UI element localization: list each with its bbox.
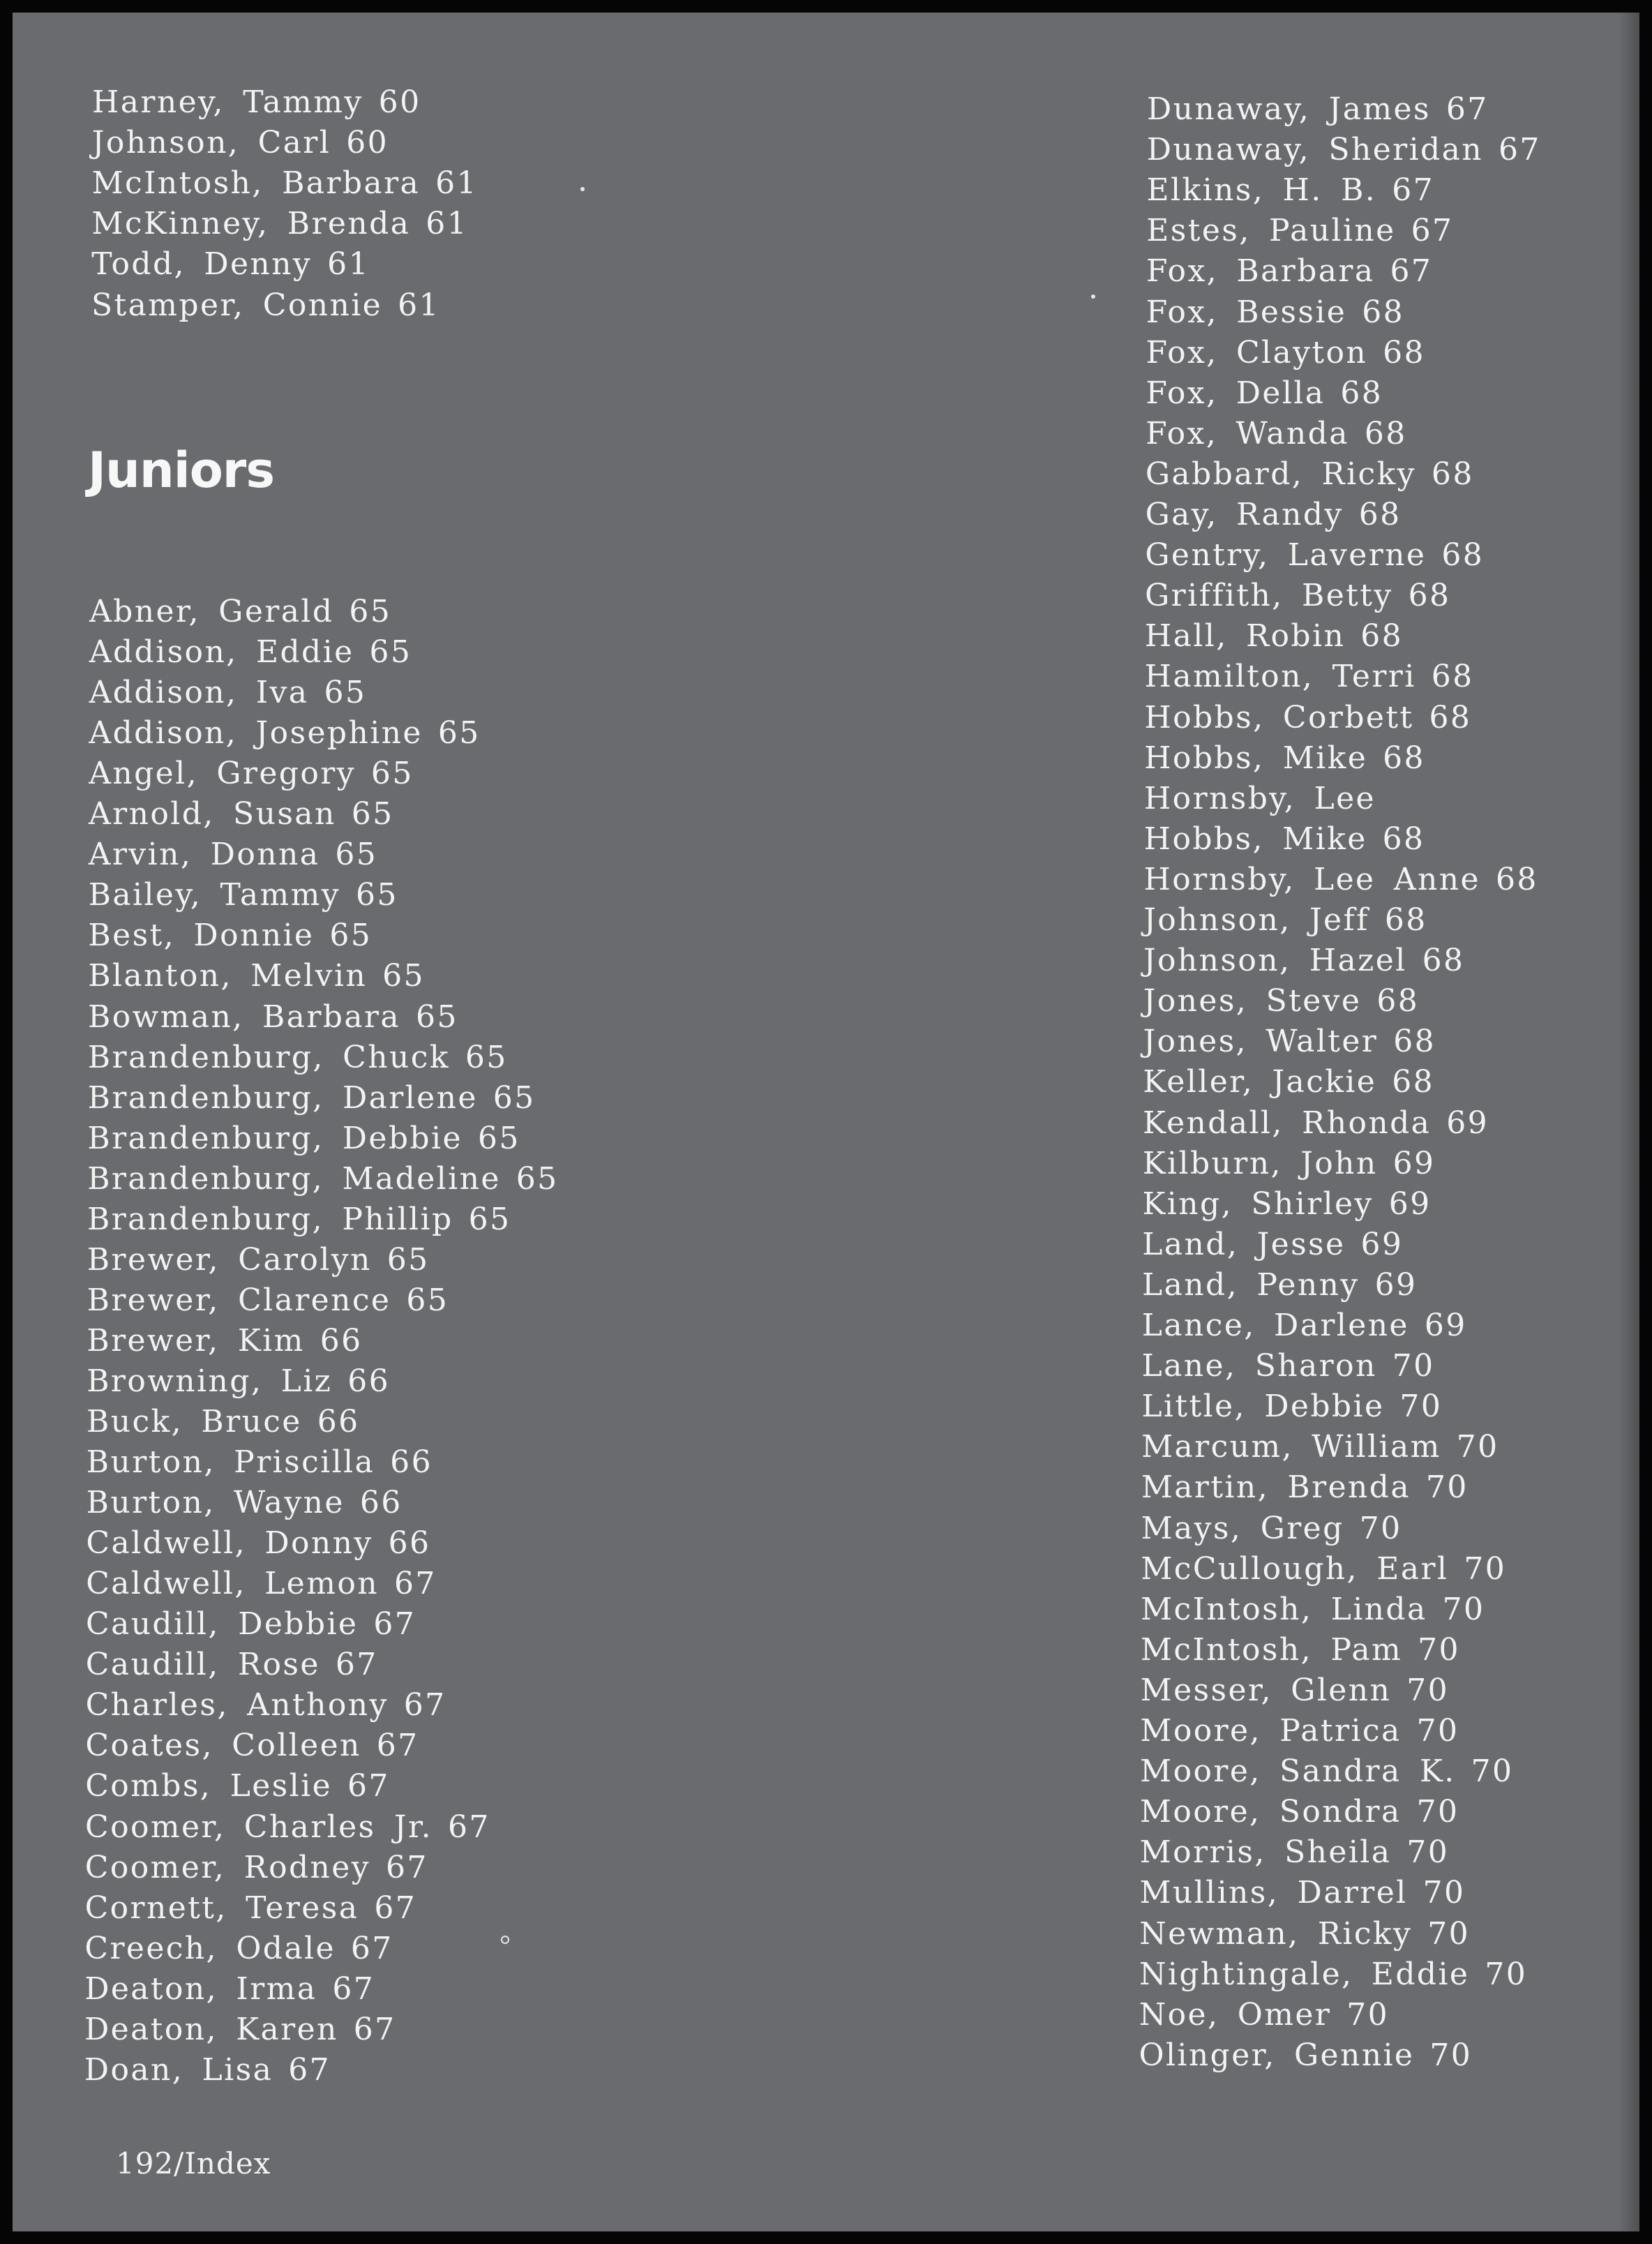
- entry-page-number: 66: [388, 1525, 431, 1562]
- index-entry: [1146, 251, 1432, 292]
- entry-name: Keller, Jackie: [1143, 1064, 1377, 1100]
- entry-page-number: 70: [1346, 1996, 1389, 2033]
- entry-page-number: 70: [1485, 1956, 1528, 1992]
- entry-name: Fox, Wanda: [1146, 415, 1349, 451]
- index-entry: [87, 1442, 433, 1483]
- entry-name: Olinger, Gennie: [1139, 2037, 1415, 2073]
- index-entry: [1139, 2035, 1472, 2076]
- index-entry: [1147, 89, 1489, 130]
- index-entry: [1141, 1670, 1449, 1711]
- entry-name: McCullough, Earl: [1141, 1550, 1449, 1587]
- entry-page-number: 65: [416, 998, 458, 1035]
- entry-name: McKinney, Brenda: [91, 206, 411, 242]
- index-entry: [85, 1726, 419, 1766]
- entry-name: Johnson, Hazel: [1143, 943, 1407, 979]
- entry-name: Coomer, Charles Jr.: [85, 1809, 433, 1845]
- entry-page-number: 68: [1495, 861, 1538, 897]
- entry-page-number: 68: [1429, 699, 1472, 735]
- index-entry: [89, 673, 367, 713]
- index-entry: [1139, 1873, 1465, 1913]
- index-entry: [87, 1159, 558, 1199]
- entry-page-number: 67: [403, 1687, 446, 1723]
- index-entry: [1143, 1103, 1489, 1144]
- index-entry: [1139, 1914, 1470, 1954]
- entry-name: Bowman, Barbara: [88, 998, 401, 1035]
- entry-name: Dunaway, James: [1147, 91, 1431, 127]
- entry-page-number: 67: [335, 1647, 378, 1683]
- index-entry: [92, 163, 478, 204]
- entry-page-number: 65: [406, 1282, 449, 1318]
- entry-name: Arnold, Susan: [89, 796, 336, 832]
- entry-name: Lane, Sharon: [1141, 1348, 1377, 1384]
- entry-name: Martin, Brenda: [1141, 1469, 1411, 1506]
- entry-name: Moore, Patrica: [1140, 1713, 1402, 1749]
- index-entry: [1141, 1467, 1469, 1508]
- index-entry: [1141, 1427, 1499, 1467]
- entry-name: Brewer, Kim: [87, 1322, 305, 1359]
- index-entry: [1147, 170, 1434, 211]
- index-entry: [89, 713, 480, 754]
- index-entry: [1142, 1225, 1403, 1265]
- entry-name: Newman, Ricky: [1139, 1915, 1413, 1952]
- entry-page-number: 65: [465, 1039, 508, 1075]
- entry-page-number: 70: [1418, 1631, 1460, 1668]
- entry-name: Brewer, Carolyn: [87, 1241, 372, 1278]
- index-entry: [1140, 1832, 1450, 1873]
- entry-page-number: 69: [1424, 1308, 1467, 1343]
- index-entry: [87, 1483, 403, 1523]
- entry-name: Creech, Odale: [84, 1930, 336, 1966]
- entry-name: Caldwell, Lemon: [86, 1566, 379, 1602]
- index-entry: [88, 915, 372, 956]
- index-entry: [87, 1119, 520, 1159]
- index-entry: [87, 1280, 449, 1321]
- entry-name: Harney, Tammy: [92, 84, 363, 120]
- entry-name: Doan, Lisa: [84, 2051, 273, 2088]
- entry-page-number: 70: [1442, 1591, 1485, 1627]
- entry-name: Deaton, Irma: [84, 1970, 317, 2007]
- entry-name: Buck, Bruce: [87, 1404, 302, 1439]
- index-entry: [1140, 1792, 1459, 1832]
- entry-name: Johnson, Jeff: [1143, 902, 1369, 938]
- entry-page-number: 65: [516, 1160, 559, 1197]
- entry-name: Addison, Josephine: [89, 715, 423, 751]
- entry-name: Addison, Eddie: [89, 634, 354, 671]
- entry-page-number: 65: [324, 675, 367, 711]
- index-entry: [88, 1038, 508, 1078]
- entry-name: Little, Debbie: [1141, 1389, 1385, 1425]
- index-entry: [89, 835, 377, 875]
- index-page: [13, 13, 1639, 2231]
- entry-page-number: 68: [1360, 618, 1403, 654]
- index-entry: [87, 1321, 362, 1361]
- entry-page-number: 67: [374, 1890, 417, 1926]
- index-entry: [1146, 454, 1474, 495]
- index-entry: [1141, 1549, 1506, 1590]
- entry-name: Brandenburg, Darlene: [87, 1079, 478, 1116]
- index-entry: [85, 1848, 428, 1888]
- entry-name: Griffith, Betty: [1145, 578, 1393, 614]
- entry-name: Dunaway, Sheridan: [1146, 132, 1483, 168]
- entry-name: Deaton, Karen: [84, 2011, 338, 2047]
- entry-page-number: 60: [346, 125, 389, 161]
- entry-name: Coates, Colleen: [85, 1728, 361, 1764]
- entry-page-number: 66: [359, 1485, 403, 1521]
- entry-page-number: 67: [373, 1606, 416, 1643]
- entry-page-number: 68: [1422, 943, 1465, 979]
- entry-name: Caldwell, Donny: [86, 1525, 373, 1562]
- entry-name: Arvin, Donna: [88, 837, 320, 873]
- entry-page-number: 61: [426, 206, 469, 242]
- entry-page-number: 70: [1406, 1834, 1450, 1871]
- index-entry: [1143, 941, 1464, 981]
- entry-page-number: 68: [1393, 1024, 1436, 1060]
- index-entry: [1146, 495, 1402, 535]
- entry-name: Morris, Sheila: [1139, 1834, 1392, 1871]
- entry-name: Messer, Glenn: [1140, 1672, 1392, 1708]
- entry-page-number: 68: [1408, 578, 1451, 614]
- index-entry: [92, 82, 421, 123]
- index-entry: [1143, 981, 1419, 1022]
- entry-page-number: 65: [370, 756, 414, 792]
- index-entry: [1144, 698, 1471, 738]
- index-entry: [1144, 779, 1391, 819]
- entry-page-number: 70: [1456, 1429, 1499, 1465]
- entry-page-number: 70: [1406, 1672, 1450, 1708]
- entry-page-number: 65: [382, 958, 425, 994]
- entry-page-number: 65: [335, 837, 378, 873]
- index-entry: [86, 1645, 378, 1685]
- entry-name: Coomer, Rodney: [84, 1849, 370, 1885]
- entry-name: McIntosh, Pam: [1140, 1631, 1403, 1668]
- entry-name: Fox, Barbara: [1146, 253, 1375, 290]
- entry-page-number: 69: [1392, 1145, 1436, 1181]
- entry-page-number: 65: [468, 1201, 511, 1237]
- entry-page-number: 67: [1446, 91, 1489, 127]
- entry-name: Addison, Iva: [89, 675, 309, 711]
- entry-page-number: 70: [1471, 1753, 1514, 1790]
- entry-page-number: 67: [353, 2011, 396, 2047]
- entry-page-number: 66: [317, 1404, 360, 1439]
- entry-name: Angel, Gregory: [89, 756, 356, 792]
- entry-name: Gabbard, Ricky: [1145, 456, 1416, 492]
- index-entry: [92, 123, 389, 163]
- entry-page-number: 67: [393, 1566, 437, 1602]
- entry-page-number: 69: [1388, 1185, 1432, 1222]
- index-entry: [89, 632, 412, 673]
- index-entry: [1146, 333, 1425, 373]
- entry-page-number: 70: [1416, 1713, 1459, 1749]
- index-entry: [1141, 1509, 1402, 1549]
- entry-page-number: 70: [1425, 1469, 1469, 1506]
- entry-name: Fox, Della: [1146, 375, 1326, 411]
- entry-page-number: 67: [376, 1728, 419, 1764]
- index-entry: [86, 1604, 416, 1645]
- index-entry: [88, 997, 458, 1038]
- index-entry: [89, 592, 391, 632]
- entry-name: Jones, Walter: [1143, 1024, 1379, 1060]
- entry-page-number: 68: [1392, 1064, 1435, 1100]
- index-entry: [91, 244, 370, 285]
- page-footer: 192/Index: [116, 2146, 271, 2181]
- index-entry: [89, 794, 393, 835]
- entry-page-number: 65: [386, 1241, 430, 1278]
- index-entry: [1140, 1711, 1459, 1751]
- entry-page-number: 61: [398, 287, 440, 323]
- entry-page-number: 70: [1392, 1348, 1435, 1384]
- index-entry: [1146, 211, 1453, 251]
- entry-page-number: 69: [1374, 1266, 1418, 1303]
- entry-name: Gentry, Laverne: [1145, 537, 1427, 574]
- index-entry: [1145, 657, 1474, 697]
- entry-page-number: 67: [1498, 132, 1541, 168]
- index-entry: [87, 1240, 430, 1280]
- entry-page-number: 67: [288, 2051, 331, 2088]
- entry-page-number: 67: [1390, 253, 1433, 290]
- entry-name: Hobbs, Mike: [1143, 821, 1367, 857]
- entry-name: Moore, Sondra: [1139, 1794, 1402, 1830]
- entry-page-number: 68: [1383, 334, 1425, 371]
- entry-page-number: 68: [1384, 902, 1427, 938]
- index-entry: [85, 1807, 490, 1848]
- entry-name: Fox, Clayton: [1146, 334, 1368, 371]
- index-entry: [87, 1361, 390, 1402]
- index-entry: [1139, 1954, 1527, 1995]
- entry-page-number: 65: [437, 715, 481, 751]
- entry-name: Kendall, Rhonda: [1143, 1105, 1432, 1141]
- entry-page-number: 69: [1360, 1226, 1404, 1262]
- print-speck: [1091, 294, 1095, 299]
- index-entry: [84, 2050, 331, 2090]
- index-entry: [1142, 1306, 1467, 1346]
- page-edge-shadow: [1619, 13, 1639, 2231]
- entry-name: Jones, Steve: [1143, 983, 1362, 1019]
- entry-name: Noe, Omer: [1139, 1996, 1332, 2033]
- entry-name: Burton, Priscilla: [86, 1444, 375, 1481]
- entry-name: Charles, Anthony: [85, 1687, 389, 1723]
- entry-page-number: 65: [349, 594, 392, 629]
- index-entry: [88, 1078, 536, 1119]
- entry-name: Hornsby, Lee: [1143, 780, 1376, 816]
- index-entry: [1140, 1751, 1513, 1792]
- entry-page-number: 66: [390, 1444, 433, 1481]
- entry-page-number: 70: [1429, 2037, 1473, 2073]
- entry-name: Elkins, H. B.: [1146, 172, 1377, 209]
- entry-name: Caudill, Debbie: [86, 1606, 359, 1643]
- index-entry: [87, 1199, 511, 1240]
- index-entry: [1143, 1022, 1436, 1062]
- entry-page-number: 65: [329, 918, 373, 954]
- entry-page-number: 61: [327, 246, 370, 283]
- entry-page-number: 68: [1431, 456, 1474, 492]
- entry-page-number: 67: [350, 1930, 393, 1966]
- entry-name: Brandenburg, Chuck: [87, 1039, 450, 1075]
- entry-name: Brewer, Clarence: [87, 1282, 391, 1318]
- index-entry: [1145, 616, 1403, 657]
- index-entry: [86, 1685, 446, 1726]
- entry-name: Hobbs, Corbett: [1144, 699, 1414, 735]
- index-entry: [89, 754, 414, 794]
- index-entry: [1146, 292, 1404, 333]
- entry-page-number: 68: [1340, 375, 1383, 411]
- entry-page-number: 70: [1464, 1550, 1507, 1587]
- entry-name: Todd, Denny: [91, 246, 313, 283]
- entry-page-number: 65: [356, 877, 398, 913]
- entry-name: Brandenburg, Madeline: [87, 1160, 501, 1197]
- entry-name: Moore, Sandra K.: [1140, 1753, 1456, 1790]
- index-entry: [1143, 860, 1538, 900]
- entry-name: Hall, Robin: [1144, 618, 1346, 654]
- index-entry: [1147, 130, 1541, 170]
- entry-name: Hamilton, Terri: [1144, 659, 1416, 695]
- print-speck: [580, 187, 585, 191]
- entry-page-number: 67: [332, 1970, 375, 2007]
- entry-page-number: 68: [1383, 740, 1425, 776]
- entry-page-number: 70: [1422, 1875, 1466, 1911]
- index-entry: [1139, 1995, 1389, 2035]
- entry-page-number: 65: [369, 634, 412, 671]
- index-entry: [91, 285, 440, 326]
- entry-page-number: 67: [447, 1809, 490, 1845]
- entry-page-number: 70: [1359, 1510, 1402, 1546]
- index-entry: [1146, 373, 1383, 414]
- entry-name: Johnson, Carl: [91, 125, 331, 161]
- index-entry: [1141, 1590, 1485, 1630]
- entry-name: Fox, Bessie: [1146, 294, 1347, 330]
- index-entry: [1145, 576, 1450, 616]
- entry-page-number: 70: [1399, 1389, 1443, 1425]
- entry-page-number: 69: [1446, 1105, 1489, 1141]
- entry-name: Estes, Pauline: [1146, 213, 1396, 249]
- entry-page-number: 66: [320, 1322, 363, 1359]
- entry-page-number: 68: [1358, 497, 1402, 532]
- entry-page-number: 70: [1427, 1915, 1471, 1952]
- entry-page-number: 67: [386, 1849, 428, 1885]
- entry-name: Brandenburg, Phillip: [87, 1201, 453, 1237]
- entry-name: Best, Donnie: [88, 918, 315, 954]
- index-entry: [86, 1564, 437, 1604]
- index-entry: [87, 1402, 360, 1442]
- index-entry: [1141, 1386, 1442, 1427]
- index-entry: [84, 1969, 375, 2010]
- index-entry: [1146, 414, 1407, 454]
- index-entry: [84, 2010, 396, 2050]
- entry-name: Blanton, Melvin: [88, 958, 368, 994]
- index-entry: [1143, 1062, 1434, 1102]
- entry-name: McIntosh, Linda: [1141, 1591, 1427, 1627]
- entry-name: Hornsby, Lee Anne: [1143, 861, 1480, 897]
- entry-name: Burton, Wayne: [86, 1485, 345, 1521]
- entry-name: Mays, Greg: [1141, 1510, 1344, 1546]
- index-entry: [1144, 819, 1425, 860]
- entry-page-number: 67: [1392, 172, 1434, 209]
- entry-name: Browning, Liz: [87, 1363, 333, 1399]
- entry-name: Brandenburg, Debbie: [87, 1120, 463, 1156]
- index-entry: [1145, 535, 1484, 576]
- index-entry: [1141, 1630, 1460, 1670]
- index-entry: [86, 1523, 430, 1564]
- entry-page-number: 68: [1382, 821, 1425, 857]
- entry-page-number: 67: [347, 1768, 390, 1804]
- index-entry: [88, 956, 425, 996]
- entry-name: Land, Penny: [1142, 1266, 1360, 1303]
- entry-page-number: 65: [493, 1079, 536, 1116]
- entry-page-number: 65: [477, 1120, 520, 1156]
- section-heading-juniors: Juniors: [88, 442, 274, 499]
- entry-page-number: 68: [1431, 659, 1474, 695]
- entry-name: Lance, Darlene: [1141, 1308, 1409, 1343]
- entry-name: Land, Jesse: [1142, 1226, 1346, 1262]
- index-entry: [1143, 1184, 1432, 1225]
- entry-page-number: 66: [347, 1363, 391, 1399]
- entry-page-number: 68: [1364, 415, 1407, 451]
- entry-page-number: 68: [1376, 983, 1420, 1019]
- entry-name: Bailey, Tammy: [88, 877, 340, 913]
- entry-page-number: 65: [351, 796, 394, 832]
- entry-page-number: 70: [1416, 1794, 1459, 1830]
- entry-name: King, Shirley: [1142, 1185, 1374, 1222]
- entry-name: Gay, Randy: [1145, 497, 1344, 532]
- entry-name: Stamper, Connie: [91, 287, 383, 323]
- index-entry: [1142, 1346, 1435, 1386]
- index-entry: [1143, 1144, 1436, 1184]
- entry-name: Hobbs, Mike: [1144, 740, 1368, 776]
- index-entry: [1142, 1265, 1417, 1306]
- entry-name: Combs, Leslie: [85, 1768, 333, 1804]
- entry-page-number: 68: [1441, 537, 1485, 574]
- index-entry: [1144, 738, 1425, 779]
- entry-name: Cornett, Teresa: [84, 1890, 359, 1926]
- entry-name: Caudill, Rose: [85, 1647, 320, 1683]
- index-entry: [85, 1888, 417, 1929]
- index-entry: [89, 875, 398, 915]
- entry-name: Abner, Gerald: [89, 594, 334, 629]
- entry-page-number: 60: [378, 84, 421, 120]
- entry-page-number: 61: [435, 165, 478, 202]
- entry-name: Mullins, Darrel: [1139, 1875, 1408, 1911]
- index-entry: [84, 1929, 393, 1969]
- print-speck: [501, 1936, 509, 1944]
- index-entry: [91, 204, 468, 244]
- entry-name: Nightingale, Eddie: [1139, 1956, 1470, 1992]
- entry-name: McIntosh, Barbara: [91, 165, 421, 202]
- entry-page-number: 67: [1411, 213, 1454, 249]
- index-entry: [85, 1766, 390, 1807]
- entry-name: Marcum, William: [1141, 1429, 1441, 1465]
- index-entry: [1143, 900, 1427, 941]
- entry-name: Kilburn, John: [1142, 1145, 1378, 1181]
- entry-page-number: 68: [1362, 294, 1405, 330]
